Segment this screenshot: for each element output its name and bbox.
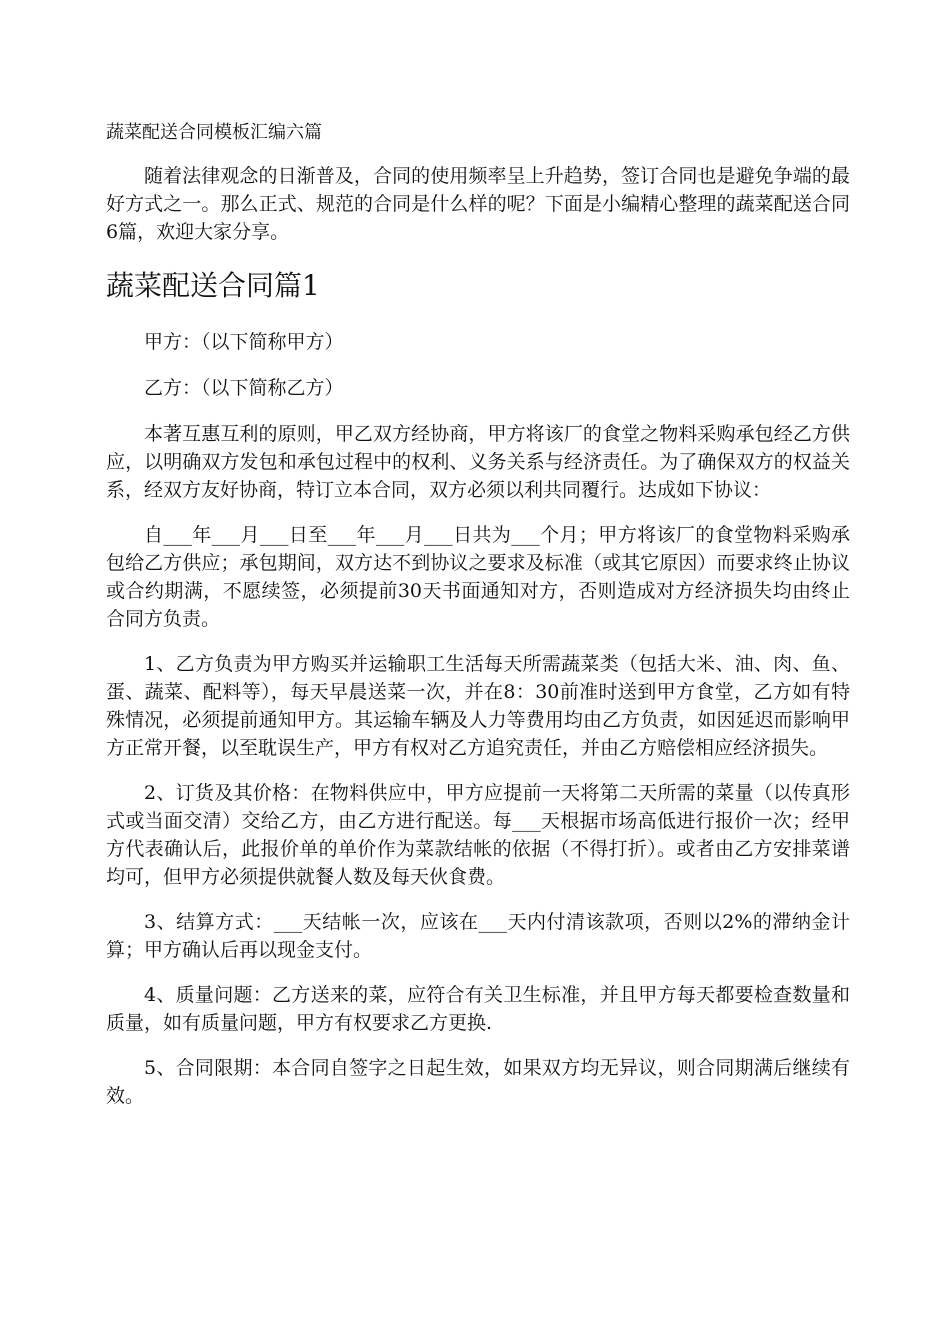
intro-paragraph: 随着法律观念的日渐普及，合同的使用频率呈上升趋势，签订合同也是避免争端的最好方式之一。那么正式、规范的合同是什么样的呢？下面是小编精心整理的蔬菜配送合同6篇，欢迎大家分享。 [106,165,850,243]
contract-clause-3: 3、结算方式：___天结帐一次，应该在___天内付清该款项，否则以2%的滞纳金计算；甲方确认后再以现金支付。 [106,911,850,961]
section-heading: 蔬菜配送合同篇1 [106,269,320,302]
contract-paragraph-preamble: 本著互惠互利的原则，甲乙双方经协商，甲方将该厂的食堂之物料采购承包经乙方供应，以明确双方发包和承包过程中的权利、义务关系与经济责任。为了确保双方的权益关系，经双方友好协商，特订立本合同，双方必须以利共同覆行。达成如下协议： [106,423,850,501]
party-b-line: 乙方：（以下简称乙方） [144,377,344,399]
document-title: 蔬菜配送合同模板汇编六篇 [106,122,322,143]
contract-clause-5: 5、合同限期：本合同自签字之日起生效，如果双方均无异议，则合同期满后继续有效。 [106,1057,850,1107]
contract-clause-1: 1、乙方负责为甲方购买并运输职工生活每天所需蔬菜类（包括大米、油、肉、鱼、蛋、蔬菜、配料等），每天早晨送菜一次，并在8：30前准时送到甲方食堂，乙方如有特殊情况，必须提前通知甲方。其运输车辆及人力等费用均由乙方负责，如因延迟而影响甲方正常开餐，以至耽误生产，甲方有权对乙方追究责任，并由乙方赔偿相应经济损失。 [106,653,850,759]
contract-clause-4: 4、质量问题：乙方送来的菜，应符合有关卫生标准，并且甲方每天都要检查数量和质量，如有质量问题，甲方有权要求乙方更换. [106,984,850,1034]
party-a-line: 甲方：（以下简称甲方） [144,331,344,353]
contract-clause-2: 2、订货及其价格：在物料供应中，甲方应提前一天将第二天所需的菜量（以传真形式或当面交清）交给乙方，由乙方进行配送。每___天根据市场高低进行报价一次；经甲方代表确认后，此报价单的单价作为菜款结帐的依据（不得打折）。或者由乙方安排菜谱均可，但甲方必须提供就餐人数及每天伙食费。 [106,782,850,888]
document-body [106,162,850,1127]
contract-paragraph-term: 自___年___月___日至___年___月___日共为___个月；甲方将该厂的食堂物料采购承包给乙方供应；承包期间，双方达不到协议之要求及标准（或其它原因）而要求终止协议或合约期满，不愿续签，必须提前30天书面通知对方，否则造成对方经济损失均由终止合同方负责。 [106,524,850,630]
